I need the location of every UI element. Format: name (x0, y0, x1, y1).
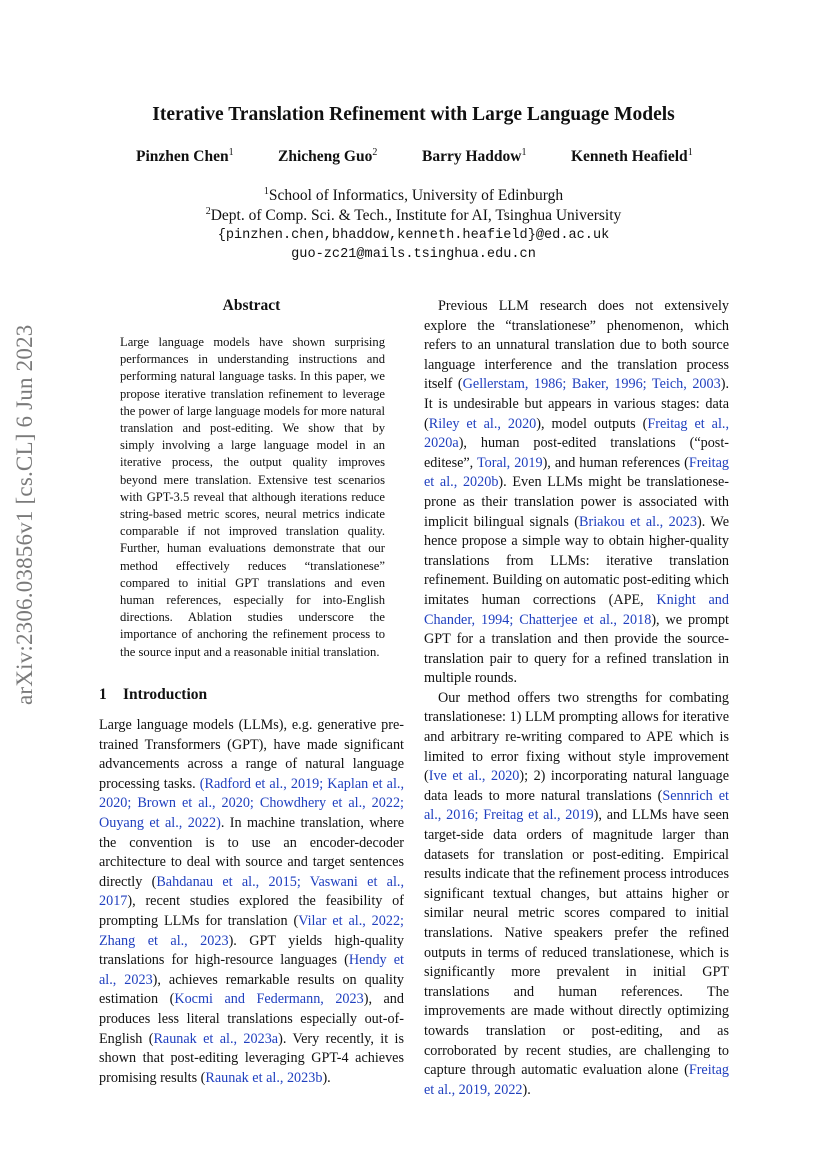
citation-link[interactable]: Toral, 2019 (476, 454, 543, 471)
author-4: Kenneth Heafield$^1$ (571, 147, 693, 165)
abstract-heading: Abstract (222, 297, 281, 314)
citation-link[interactable]: Hendy et al., 2023 (99, 952, 404, 988)
author-list (120, 147, 720, 169)
citation-link[interactable]: Sennrich et al., 2016; Freitag et al., 2019 (424, 787, 729, 824)
left-column (99, 716, 404, 1088)
arxiv-id-text: arXiv:2306.03856v1 [cs.CL] 6 Jun 2023 (12, 324, 37, 705)
citation-link[interactable]: Briakou et al., 2023 (579, 513, 697, 530)
author-1: Pinzhen Chen$^1$ (136, 147, 234, 165)
affiliation-1: $^1$School of Informatics, University of Edinburgh (263, 186, 564, 204)
citation-link[interactable]: Kocmi and Federmann, 2023 (174, 991, 364, 1008)
citation-link[interactable]: Ive et al., 2020 (428, 768, 520, 785)
citation-link[interactable]: Raunak et al., 2023a (153, 1030, 279, 1047)
email-tsinghua: guo-zc21@mails.tsinghua.edu.cn (291, 247, 536, 262)
citation-link[interactable]: Bahdanau et al., 2015; Vaswani et al., 2017 (99, 873, 404, 910)
author-3: Barry Haddow$^1$ (422, 147, 527, 165)
intro-paragraph-2: Previous LLM research does not extensively explore the “translationese” phenomenon, which refers to an unnatural translation due to both source language interference and the translation process itself (Gellerstam, 1986; Baker, 1996; Teich, 2003). It is undesirable but appears in various stages: data (Riley et al., 2020), model outputs (Freitag et al., 2020a), human post-edited translations (“post-editese”, Toral, 2019), and human references (Freitag et al., 2020b). Even LLMs might be translationese-prone as their translation power is associated with implicit bilingual signals (Briakou et al., 2023). We hence propose a simple way to obtain higher-quality translations from LLMs: iterative translation refinement. Building on automatic post-editing which imitates human corrections (APE, Knight and Chander, 1994; Chatterjee et al., 2018), we prompt GPT for a translation and then provide the source-translation pair to query for a refined translation in multiple rounds. (424, 298, 729, 687)
section-heading (99, 686, 207, 704)
paper-title: Iterative Translation Refinement with Large Language Models (152, 104, 675, 125)
citation-link[interactable]: Knight and Chander, 1994; Chatterjee et al., 2018 (424, 591, 729, 628)
citation-link[interactable]: Riley et al., 2020 (428, 415, 537, 432)
citation-link[interactable]: Raunak et al., 2023b (205, 1069, 323, 1086)
citation-link[interactable]: Vilar et al., 2022; Zhang et al., 2023 (99, 912, 404, 949)
section-number: 1 (99, 686, 107, 703)
citation-link[interactable]: (Radford et al., 2019; Kaplan et al., 2020; Brown et al., 2020; Chowdhery et al., 2022; Ouyang et al., 2022) (99, 775, 404, 831)
affiliation-2: $^2$Dept. of Comp. Sci. & Tech., Institute for AI, Tsinghua University (205, 206, 622, 224)
abstract-text: Large language models have shown surprising performances in understanding instructions and performing natural language tasks. In this paper, we propose iterative translation refinement to leverage the power of large language models for more natural translation and post-editing. We show that by simply involving a large language model in an iterative process, the output quality improves beyond mere translation. Extensive test scenarios with GPT-3.5 reveal that although iterations reduce string-based metric scores, neural metrics indicate comparable if not improved translation quality. Further, human evaluations demonstrate that our method effectively reduces “translationese” compared to initial GPT translations and even human references, especially for into-English directions. Ablation studies underscore the importance of anchoring the refinement process to the source input and a reasonable initial translation. (120, 335, 385, 659)
author-2: Zhicheng Guo$^2$ (278, 147, 378, 165)
citation-link[interactable]: Freitag et al., 2020b (424, 454, 729, 491)
citation-link[interactable]: Freitag et al., 2019, 2022 (424, 1062, 729, 1098)
email-edinburgh: {pinzhen.chen,bhaddow,kenneth.heafield}@ed.ac.uk (217, 228, 610, 243)
intro-paragraph-1: Large language models (LLMs), e.g. generative pre-trained Transformers (GPT), have made significant advancements across a range of natural language processing tasks. (Radford et al., 2019; Kaplan et al., 2020; Brown et al., 2020; Chowdhery et al., 2022; Ouyang et al., 2022). In machine translation, where the convention is to use an encoder-decoder architecture to deal with source and target sentences directly (Bahdanau et al., 2015; Vaswani et al., 2017), recent studies explored the feasibility of prompting LLMs for translation (Vilar et al., 2022; Zhang et al., 2023). GPT yields high-quality translations for high-resource languages (Hendy et al., 2023), achieves remarkable results on quality estimation (Kocmi and Federmann, 2023), and produces less literal translations especially out-of-English (Raunak et al., 2023a). Very recently, it is shown that post-editing leveraging GPT-4 achieves promising results (Raunak et al., 2023b). (99, 717, 404, 1086)
arxiv-identifier (12, 324, 42, 705)
right-column (424, 297, 729, 1100)
section-title: Introduction (123, 686, 208, 703)
intro-paragraph-3: Our method offers two strengths for combating translationese: 1) LLM prompting allows for iterative and arbitrary re-writing compared to APE which is limited to error fixing without style improvement (Ive et al., 2020); 2) incorporating natural language data leads to more natural translations (Sennrich et al., 2016; Freitag et al., 2019), and LLMs have seen target-side data orders of magnitude larger than datasets for translation or post-editing. Empirical results indicate that the refinement process introduces significant textual changes, but attains higher or similar neural metric scores compared to initial translations. Native speakers prefer the refined outputs in terms of reduced translationese, which is significantly more prevalent in initial GPT translations and human references. The improvements are made without directly optimizing towards translation or post-editing, and as corroborated by recent studies, are challenging to capture through automatic evaluation alone (Freitag et al., 2019, 2022). (424, 689, 730, 1098)
citation-link[interactable]: Freitag et al., 2020a (424, 415, 729, 452)
citation-link[interactable]: Gellerstam, 1986; Baker, 1996; Teich, 2003 (462, 376, 721, 393)
